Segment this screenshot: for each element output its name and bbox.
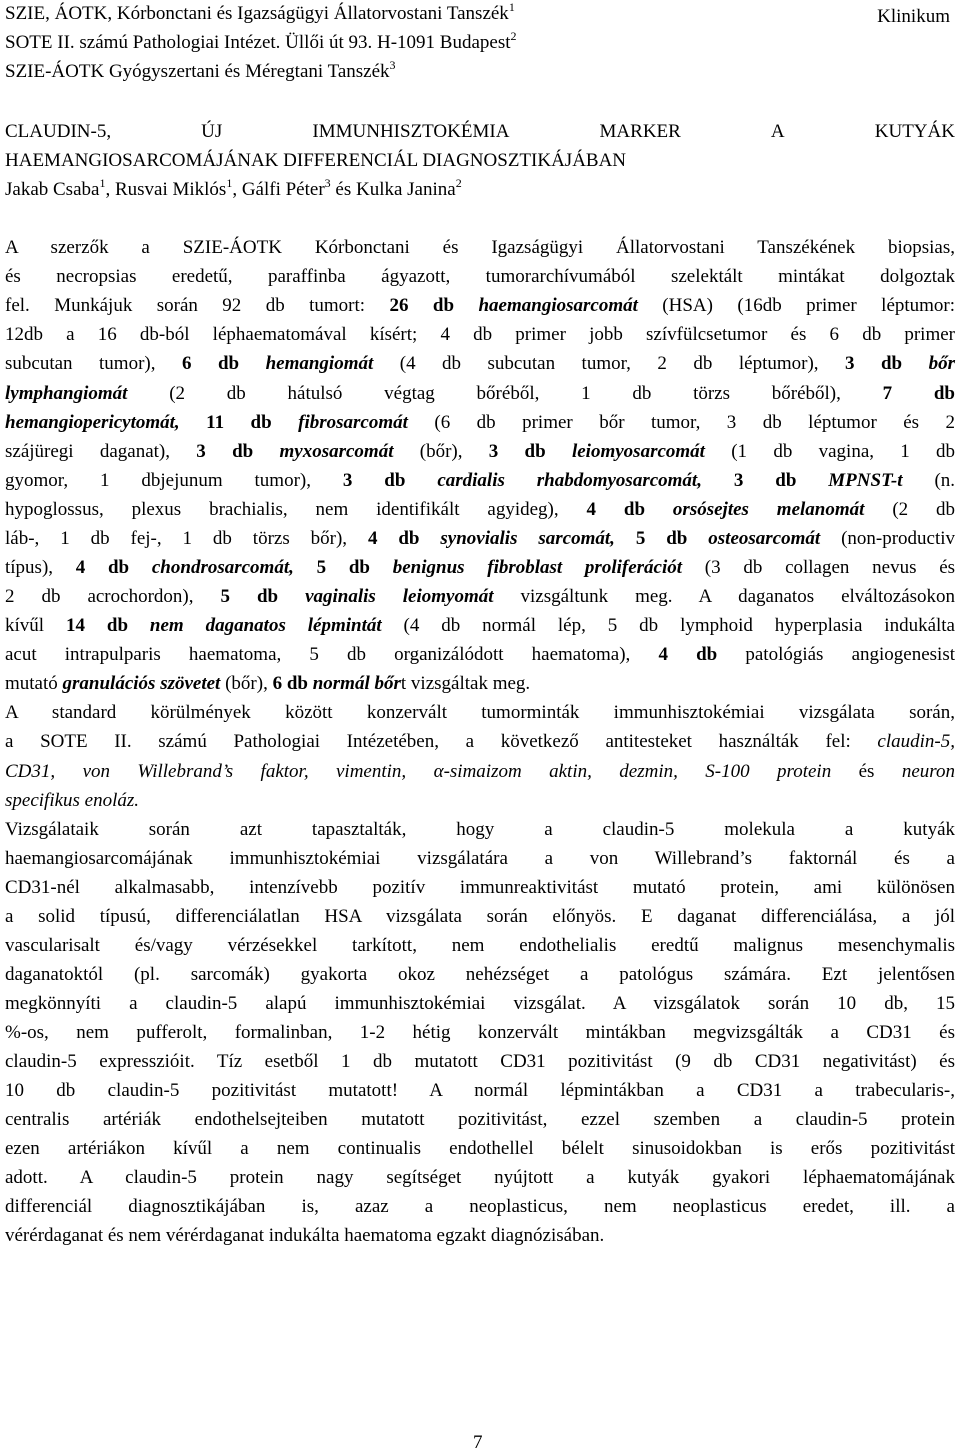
affiliation-1: SZIE, ÁOTK, Kórbonctani és Igazságügyi Állatorvostani Tanszék$^1$ <box>5 0 515 24</box>
author-name: Gálfi Péter <box>241 179 325 200</box>
section-label: Klinikum <box>877 6 950 27</box>
paper-page: SZIE, ÁOTK, Kórbonctani és Igazságügyi Állatorvostani Tanszék$^1$ Klinikum SOTE II. számú Pathologiai Intézet. Üllői út 93. H-1091 Budapest$^2$ SZIE-ÁOTK Gyógyszertani és Méregtani Tanszék$^3$ CLAUDIN-5, ÚJ IMMUNHISZTOKÉMIA MARKER A KUTYÁK HAEMANGIOSARCOMÁJÁNAK DIFFERENCIÁL DIAGNOSZTIKÁJÁBAN Jakab Csaba$^1$, Rusvai Miklós$^1$, Gálfi Péter$^3$ és Kulka Janina$^2$ A szerzők a SZIE-ÁOTK Kórbonctani és Igazságügyi Állatorvostani Tanszékének biopsias, és necropsias eredetű, paraffinba ágyazott, tumorarchívumából szelektált mintákat dolgoztak fel. Munkájuk során 92 db tumort: 26 db haemangiosarcomát (HSA) (16db primer léptumor: 12db a 16 db-ból léphaematomával kísért; 4 db primer jobb szívfülcsetumor és 6 db primer subcutan tumor), 6 db hemangiomát (4 db subcutan tumor, 2 db léptumor), 3 db bőr lymphangiomát (2 db hátulsó végtag bőréből, 1 db törzs bőréből), 7 db hemangiopericytomát, 11 db fibrosarcomát (6 db primer bőr tumor, 3 db léptumor és 2 szájüregi daganat), 3 db myxosarcomát (bőr), 3 db leiomyosarcomát (1 db vagina, 1 db gyomor, 1 dbjejunum tumor), 3 db cardialis rhabdomyosarcomát, 3 db MPNST-t (n. hypoglossus, plexus brachialis, nem identifikált agyideg), 4 db orsósejtes melanomát (2 db láb-, 1 db fej-, 1 db törzs bőr), 4 db synovialis sarcomát, 5 db osteosarcomát (non-productiv típus), 4 db chondrosarcomát, 5 db benignus fibroblast proliferációt (3 db collagen nevus és 2 db acrochordon), 5 db vaginalis leiomyomát vizsgáltunk meg. A daganatos elváltozásokon kívűl 14 db nem daganatos lépmintát (4 db normál lép, 5 db lymphoid hyperplasia indukálta acut intrapulparis haematoma, 5 db organizálódott haematoma), 4 db patológiás angiogenesist mutató granulációs szövetet (bőr), 6 db normál bőrt vizsgáltak meg. A standard körülmények között konzervált tumorminták immunhisztokémiai vizsgálata során, a SOTE II. számú Pathologiai Intézetében, a következő antitesteket használták fel: claudin-5, CD31, von Willebrand’s faktor, vimentin, α-simaizom aktin, dezmin, S-100 protein és neuron specifikus enoláz. Vizsgálataik során azt tapasztalták, hogy a claudin-5 molekula a kutyák haemangiosarcomájának immunhisztokémiai vizsgálatára a von Willebrand’s faktornál és a CD31-nél alkalmasabb, intenzívebb pozitív immunreaktivitást mutató protein, ami különösen a solid típusú, differenciálatlan HSA vizsgálata során előnyös. E daganat differenciálása, a jól vascularisalt és/vagy vérzésekkel tarkított, nem endothelialis eredtű malignus mesenchymalis daganatoktól (pl. sarcomák) gyakorta okoz nehézséget a patológus számára. Ezt jelentősen megkönnyíti a claudin-5 alapú immunhisztokémiai vizsgálat. A vizsgálatok során 10 db, 15 %-os, nem pufferolt, formalinban, 1-2 hétig konzervált mintákban megvizsgálták a CD31 és claudin-5 expresszióit. Tíz esetből 1 db mutatott CD31 pozitivitást (9 db CD31 negativitást) és 10 db claudin-5 pozitivitást mutatott! A normál lépmintákban a CD31 a trabecularis-, centralis artériák endothelsejteiben mutatott pozitivitást, ezzel szemben a claudin-5 protein ezen artériákon kívűl a nem continualis endothellel bélelt sinusoidokban is erős pozitivitást adott. A claudin-5 protein nagy segítséget nyújtott a kutyák gyakori léphaematomájának differenciál diagnosztikájában is, azaz a neoplasticus, nem neoplasticus eredet, ill. a vérérdaganat és nem vérérdaganat indukálta haematoma egzakt diagnózisában. 7 <box>5 0 956 1453</box>
author-name: Rusvai Miklós <box>114 179 227 200</box>
title-line-2: HAEMANGIOSARCOMÁJÁNAK DIFFERENCIÁL DIAGNOSZTIKÁJÁBAN <box>5 150 627 171</box>
authors: Jakab Csaba$^1$, Rusvai Miklós$^1$, Gálfi Péter$^3$ és Kulka Janina$^2$ <box>5 175 462 200</box>
author-name: Jakab Csaba <box>5 179 100 200</box>
affiliation-2: SOTE II. számú Pathologiai Intézet. Üllői út 93. H-1091 Budapest$^2$ <box>5 28 517 53</box>
affiliation-3: SZIE-ÁOTK Gyógyszertani és Méregtani Tanszék$^3$ <box>5 57 396 82</box>
page-number: 7 <box>473 1432 483 1453</box>
author-name: Kulka Janina <box>355 179 456 200</box>
title-line-1: CLAUDIN-5, ÚJ IMMUNHISZTOKÉMIA MARKER A KUTYÁK <box>5 121 955 142</box>
